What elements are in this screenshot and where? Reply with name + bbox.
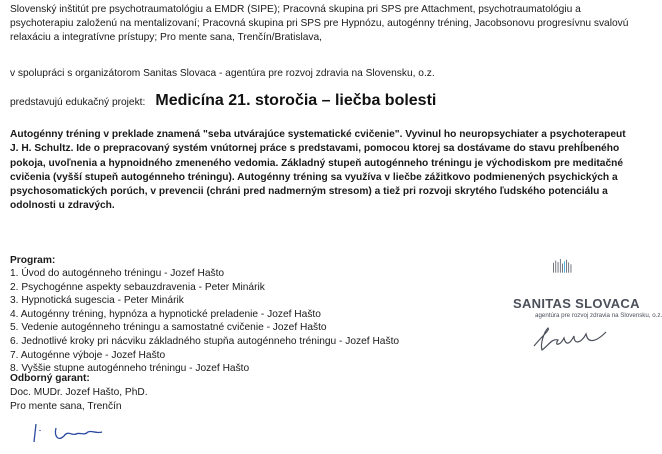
guarantor-name: Doc. MUDr. Jozef Hašto, PhD. [10, 387, 148, 398]
cooperation-line: v spolupráci s organizátorom Sanitas Slovaca - agentúra pre rozvoj zdravia na Slovensku, o.z. [10, 68, 435, 79]
project-label: predstavujú edukačný projekt: [10, 97, 146, 108]
program-heading: Program: [10, 255, 56, 266]
signature-guarantor-icon [28, 418, 108, 448]
program-item: 3. Hypnotická sugescia - Peter Minárik [10, 295, 184, 307]
guarantor-heading: Odborný garant: [10, 373, 90, 384]
program-list [10, 267, 399, 376]
sanitas-logo-bars-icon [515, 259, 633, 297]
logo-name: SANITAS SLOVACA [513, 296, 640, 311]
program-item: 5. Vedenie autogénneho tréningu a samostatné cvičenie - Jozef Hašto [10, 322, 327, 334]
program-item: 8. Vyššie stupne autogénneho tréningu - Jozef Hašto [10, 363, 250, 375]
project-line [10, 94, 436, 110]
guarantor-org: Pro mente sana, Trenčín [10, 401, 122, 412]
program-item: 6. Jednotlivé kroky pri nácviku základného stupňa autogénneho tréningu - Jozef Hašto [10, 335, 400, 347]
program-item: 7. Autogénne výboje - Jozef Hašto [10, 349, 166, 361]
signature-logo-icon [530, 322, 612, 356]
project-title: Medicína 21. storočia – liečba bolesti [155, 92, 437, 109]
program-item: 4. Autogénny tréning, hypnóza a hypnotické preladenie - Jozef Hašto [10, 308, 321, 320]
logo-tagline: agentúra pre rozvoj zdravia na Slovensku, o.z. [535, 312, 662, 319]
intro-paragraph: Slovenský inštitút pre psychotraumatológiu a EMDR (SIPE); Pracovná skupina pri SPS pre Attachment, psychotraumatológiu a psychoterapiu založenú na mentalizovaní; Pracovná skupina pri SPS pre Hypnózu, autogénny tréning, Jacobsonovu progresívnu svalovú relaxáciu a integratívne prístupy; Pro mente sana, Trenčín/Bratislava, [10, 4, 629, 43]
program-item: 1. Úvod do autogénneho tréningu - Jozef Hašto [10, 268, 225, 279]
description-paragraph: Autogénny tréning v preklade znamená "seba utvárajúce systematické cvičenie". Vyvinul ho neuropsychiater a psychoterapeut J. H. Schultz. Ide o prepracovaný systém vnútornej práce s predstavami, pomocou ktorej sa dostávame do stavu prehĺbeného pokoja, uvoľnenia a hypnoidného zmeneného vedomia. Základný stupeň autogénneho tréningu je východiskom pre meditačné cvičenia (vyšší stupeň autogénneho tréningu). Autogénny tréning sa využíva v liečbe zážitkovo podmienených psychických a psychosomatických porúch, v prevencii (chráni pred nadmerným stresom) a tiež pri rozvoji skrytého ľudského potenciálu a odolnosti u zdravých. [10, 129, 626, 212]
program-item: 2. Psychogénne aspekty sebauzdravenia - Peter Minárik [10, 281, 265, 293]
